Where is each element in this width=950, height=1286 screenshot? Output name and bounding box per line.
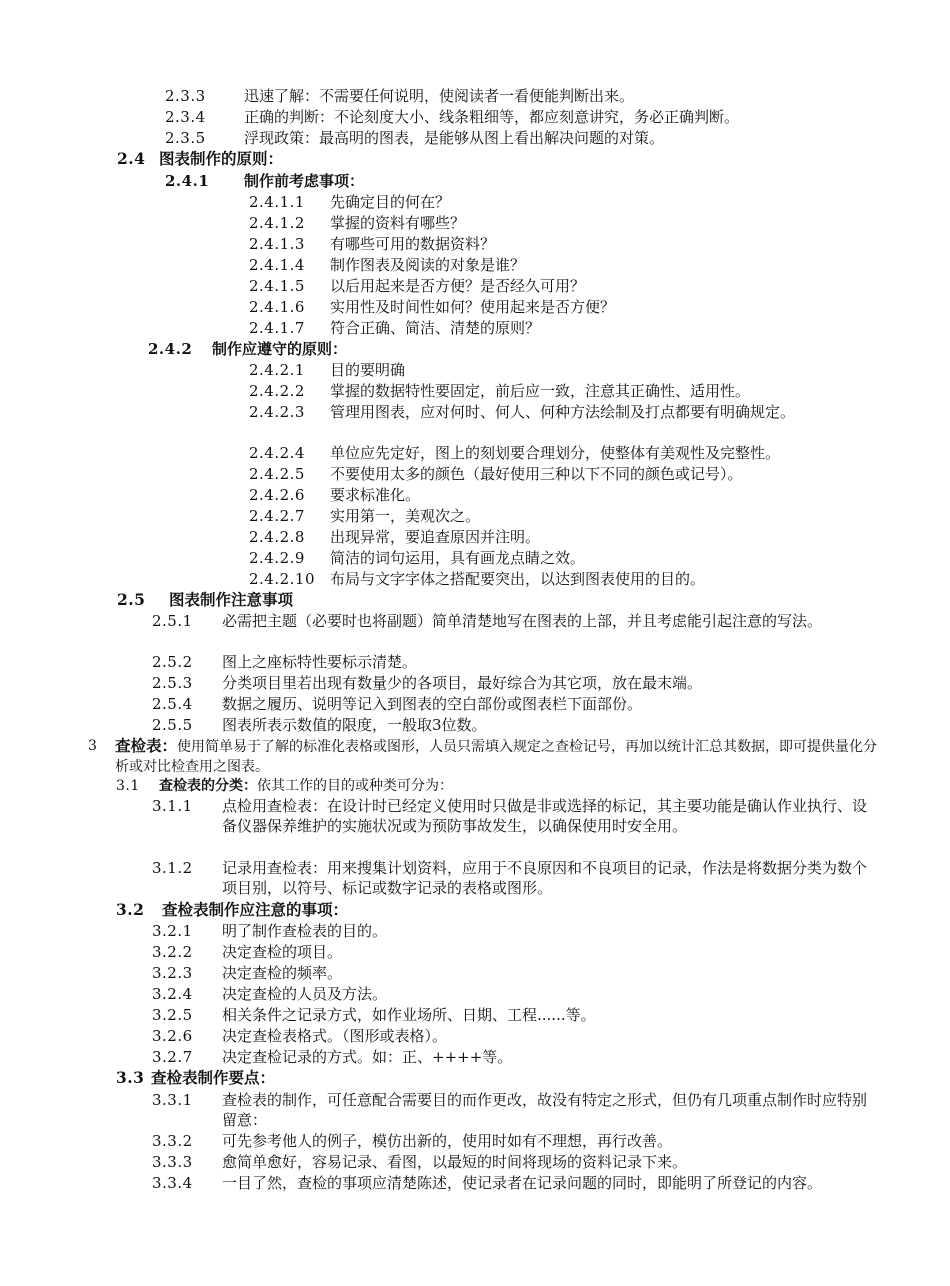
- item-number: 2.4.1.6: [249, 298, 305, 316]
- item-text: 以后用起来是否方便？是否经久可用？: [330, 277, 586, 295]
- item-text: 不要使用太多的颜色（最好使用三种以下不同的颜色或记号）。: [330, 465, 743, 483]
- item-text: 决定查检记录的方式。如：正、++++等。: [222, 1048, 513, 1066]
- item-number: 2.4.2.5: [249, 465, 305, 483]
- item-number: 3.3.1: [152, 1091, 193, 1109]
- heading-text: 查检表制作要点：: [151, 1068, 276, 1087]
- item-number: 3.1.2: [152, 859, 193, 877]
- item-text: 必需把主题（必要时也将副题）简单清楚地写在图表的上部，并且考虑能引起注意的写法。: [222, 612, 823, 630]
- item-text: 点检用查检表：在设计时已经定义使用时只做是非或选择的标记，其主要功能是确认作业执行、设备仪器保养维护的实施状况或为预防事故发生，以确保使用时安全用。: [222, 797, 868, 835]
- item-text: 制作图表及阅读的对象是谁？: [330, 256, 526, 274]
- item-text: 目的要明确: [330, 361, 406, 379]
- chapter-text: [115, 736, 878, 777]
- item-number: 2.5.5: [152, 716, 193, 734]
- heading-text: 图表制作的原则：: [159, 149, 284, 168]
- item-text: 先确定目的何在？: [330, 193, 451, 211]
- item-number: 3.2.6: [152, 1027, 193, 1045]
- item-number: 2.4.1.5: [249, 277, 305, 295]
- item-number: 3.2.4: [152, 985, 193, 1003]
- heading-number: 3.1: [116, 778, 140, 794]
- list-item: [152, 611, 882, 651]
- item-text: 管理用图表，应对何时、何人、何种方法绘制及打点都要有明确规定。: [330, 403, 796, 421]
- item-number: 2.4.2.6: [249, 486, 305, 504]
- heading-number: 3.3: [116, 1068, 145, 1087]
- heading-text: 查检表制作应注意的事项：: [162, 900, 349, 919]
- item-number: 2.4.1.2: [249, 214, 305, 232]
- item-number: 2.4.1.1: [249, 193, 305, 211]
- heading-text: 制作前考虑事项：: [244, 172, 365, 190]
- item-number: 2.3.4: [165, 108, 206, 126]
- chapter-body: 使用简单易于了解的标准化表格或图形，人员只需填入规定之查检记号，再加以统计汇总其数据，即可提供量化分析或对比检查用之图表。: [115, 739, 878, 775]
- item-number: 3.1.1: [152, 797, 193, 815]
- item-number: 2.4.2.3: [249, 403, 305, 421]
- item-text: 出现异常，要追查原因并注明。: [330, 528, 541, 546]
- item-number: 3.3.3: [152, 1153, 193, 1171]
- item-number: 2.3.5: [165, 129, 206, 147]
- item-text: 一目了然，查检的事项应清楚陈述，使记录者在记录问题的同时，即能明了所登记的内容。: [222, 1174, 823, 1192]
- item-text: 浮现政策：最高明的图表，是能够从图上看出解决问题的对策。: [244, 129, 665, 147]
- item-number: 3.2.2: [152, 943, 193, 961]
- item-number: 2.4.1.4: [249, 256, 305, 274]
- item-number: 2.4.2.9: [249, 549, 305, 567]
- heading-text: 制作应遵守的原则：: [212, 340, 348, 358]
- heading-number: 2.5: [117, 590, 146, 609]
- item-text: 单位应先定好，图上的刻划要合理划分，使整体有美观性及完整性。: [330, 444, 781, 462]
- item-text: 愈简单愈好，容易记录、看图，以最短的时间将现场的资料记录下来。: [222, 1153, 688, 1171]
- item-number: 2.4.2.8: [249, 528, 305, 546]
- item-text: 符合正确、简洁、清楚的原则？: [330, 319, 541, 337]
- subsection-body: 依其工作的目的或种类可分为：: [257, 778, 453, 794]
- list-item: [249, 402, 879, 442]
- item-number: 2.4.2.7: [249, 507, 305, 525]
- item-number: 3.2.1: [152, 922, 193, 940]
- item-text: 迅速了解：不需要任何说明，使阅读者一看便能判断出来。: [244, 87, 635, 105]
- item-number: 2.4.2.2: [249, 382, 305, 400]
- item-text: 图表所表示数值的限度，一般取3位数。: [222, 716, 487, 734]
- list-item: [152, 796, 882, 856]
- item-text: 图上之座标特性要标示清楚。: [222, 653, 418, 671]
- item-text: 查检表的制作，可任意配合需要目的而作更改，故没有特定之形式，但仍有几项重点制作时应特别留意：: [222, 1091, 868, 1129]
- heading-text: 图表制作注意事项: [169, 590, 294, 609]
- list-item: [152, 858, 882, 898]
- item-number: 2.4.2.1: [249, 361, 305, 379]
- item-number: 2.3.3: [165, 87, 206, 105]
- list-item: [152, 1090, 882, 1130]
- item-text: 实用第一，美观次之。: [330, 507, 481, 525]
- chapter-paragraph: [88, 736, 878, 776]
- item-text: 数据之履历、说明等记入到图表的空白部份或图表栏下面部份。: [222, 695, 643, 713]
- chapter-number: 3: [88, 738, 98, 754]
- item-number: 2.4.2.4: [249, 444, 305, 462]
- item-text: 决定查检的项目。: [222, 943, 343, 961]
- item-text: 分类项目里若出现有数量少的各项目，最好综合为其它项，放在最末端。: [222, 674, 703, 692]
- item-text: 明了制作查检表的目的。: [222, 922, 388, 940]
- item-text: 正确的判断：不论刻度大小、线条粗细等，都应刻意讲究，务必正确判断。: [244, 108, 740, 126]
- item-number: 2.5.2: [152, 653, 193, 671]
- heading-number: 2.4.2: [148, 340, 193, 358]
- item-text: 记录用查检表：用来搜集计划资料，应用于不良原因和不良项目的记录，作法是将数据分类为数个项目别，以符号、标记或数字记录的表格或图形。: [222, 859, 868, 897]
- item-number: 2.5.1: [152, 612, 193, 630]
- heading-number: 2.4.1: [165, 172, 210, 190]
- heading-number: 3.2: [116, 900, 145, 919]
- item-number: 3.2.5: [152, 1006, 193, 1024]
- heading-number: 2.4: [117, 149, 146, 168]
- item-text: 掌握的资料有哪些？: [330, 214, 466, 232]
- item-number: 2.5.4: [152, 695, 193, 713]
- heading-text: [159, 776, 453, 796]
- item-text: 相关条件之记录方式，如作业场所、日期、工程......等。: [222, 1006, 596, 1024]
- item-text: 决定查检表格式。（图形或表格）。: [222, 1027, 448, 1045]
- item-text: 决定查检的频率。: [222, 964, 343, 982]
- list-item: [152, 1173, 882, 1213]
- item-number: 2.5.3: [152, 674, 193, 692]
- chapter-heading: 查检表：: [115, 736, 178, 755]
- item-text: 简洁的词句运用，具有画龙点睛之效。: [330, 549, 586, 567]
- item-number: 3.2.7: [152, 1048, 193, 1066]
- item-number: 2.4.2.10: [249, 570, 316, 588]
- subsection-title: 查检表的分类：: [159, 778, 257, 794]
- item-text: 掌握的数据特性要固定，前后应一致，注意其正确性、适用性。: [330, 382, 751, 400]
- item-number: 3.3.2: [152, 1132, 193, 1150]
- item-number: 2.4.1.7: [249, 319, 305, 337]
- item-text: 布局与文字字体之搭配要突出，以达到图表使用的目的。: [330, 570, 706, 588]
- item-text: 可先参考他人的例子，模仿出新的，使用时如有不理想，再行改善。: [222, 1132, 673, 1150]
- item-number: 3.2.3: [152, 964, 193, 982]
- item-number: 3.3.4: [152, 1174, 193, 1192]
- item-text: 实用性及时间性如何？使用起来是否方便？: [330, 298, 616, 316]
- item-text: 有哪些可用的数据资料？: [330, 235, 496, 253]
- item-text: 要求标准化。: [330, 486, 421, 504]
- item-text: 决定查检的人员及方法。: [222, 985, 388, 1003]
- item-number: 2.4.1.3: [249, 235, 305, 253]
